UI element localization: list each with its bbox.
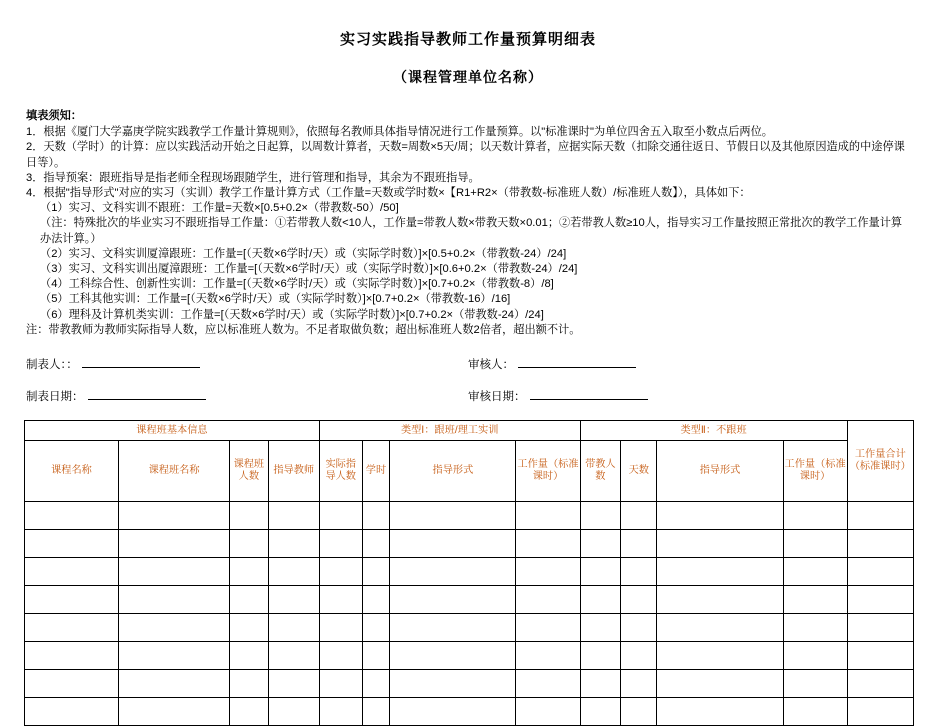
cell[interactable] xyxy=(25,670,119,698)
column-header-form-1: 指导形式 xyxy=(390,441,516,502)
cell[interactable] xyxy=(230,558,268,586)
instruction-line-2: 2．天数（学时）的计算：应以实践活动开始之日起算，以周数计算者，天数=周数×5天/周；以天数计算者，应据实际天数（扣除交通往返日、节假日以及其他原因造成的中途停课日等）。 xyxy=(26,141,905,169)
cell[interactable] xyxy=(783,698,847,726)
cell[interactable] xyxy=(25,698,119,726)
table-row[interactable] xyxy=(25,642,914,670)
instruction-line-10: （5）工科其他实训：工作量=[（天数×6学时/天）或（实际学时数）]×[0.7+0.2×（带教数-16）/16] xyxy=(40,293,511,306)
instruction-line-11: （6）理科及计算机类实训：工作量=[（天数×6学时/天）或（实际学时数）]×[0.7+0.2×（带教数-24）/24] xyxy=(40,308,544,321)
cell[interactable] xyxy=(268,586,319,614)
review-date-input-line[interactable] xyxy=(530,388,648,400)
cell[interactable] xyxy=(621,698,657,726)
cell[interactable] xyxy=(621,670,657,698)
cell[interactable] xyxy=(25,614,119,642)
cell[interactable] xyxy=(783,530,847,558)
cell[interactable] xyxy=(390,530,516,558)
prepare-date-field xyxy=(26,388,468,404)
cell[interactable] xyxy=(362,530,390,558)
cell[interactable] xyxy=(621,530,657,558)
page-subtitle: （课程管理单位名称） xyxy=(393,69,543,85)
cell[interactable] xyxy=(847,558,913,586)
group-header-basic: 课程班基本信息 xyxy=(25,421,320,441)
cell[interactable] xyxy=(25,502,119,530)
cell[interactable] xyxy=(319,670,362,698)
cell[interactable] xyxy=(319,642,362,670)
column-header-form-2: 指导形式 xyxy=(657,441,783,502)
prepare-date-label: 制表日期： xyxy=(26,391,84,404)
cell[interactable] xyxy=(847,530,913,558)
column-header-hours-1: 学时 xyxy=(362,441,390,502)
cell[interactable] xyxy=(268,558,319,586)
cell[interactable] xyxy=(390,642,516,670)
cell[interactable] xyxy=(516,530,580,558)
cell[interactable] xyxy=(847,586,913,614)
cell[interactable] xyxy=(362,642,390,670)
instructions-heading: 填表须知： xyxy=(26,110,82,122)
cell[interactable] xyxy=(783,642,847,670)
prepare-date-input-line[interactable] xyxy=(88,388,206,400)
cell[interactable] xyxy=(25,586,119,614)
cell[interactable] xyxy=(783,614,847,642)
cell[interactable] xyxy=(119,558,230,586)
cell[interactable] xyxy=(516,558,580,586)
cell[interactable] xyxy=(516,642,580,670)
cell[interactable] xyxy=(580,502,621,530)
cell[interactable] xyxy=(580,698,621,726)
cell[interactable] xyxy=(119,698,230,726)
cell[interactable] xyxy=(657,642,783,670)
cell[interactable] xyxy=(657,614,783,642)
cell[interactable] xyxy=(390,698,516,726)
cell[interactable] xyxy=(621,558,657,586)
cell[interactable] xyxy=(362,502,390,530)
cell[interactable] xyxy=(621,614,657,642)
group-header-type1: 类型Ⅰ：跟班/理工实训 xyxy=(319,421,580,441)
cell[interactable] xyxy=(390,502,516,530)
cell[interactable] xyxy=(390,670,516,698)
cell[interactable] xyxy=(621,586,657,614)
table-column-header-row xyxy=(25,441,914,502)
column-header-days-2: 天数 xyxy=(621,441,657,502)
instruction-line-8: （3）实习、文科实训出厦漳跟班：工作量=[（天数×6学时/天）或（实际学时数）]×[0.6+0.2×（带教数-24）/24] xyxy=(40,263,578,276)
column-header-course-name: 课程名称 xyxy=(25,441,119,502)
reviewer-field xyxy=(468,356,910,372)
cell[interactable] xyxy=(390,558,516,586)
cell[interactable] xyxy=(516,614,580,642)
cell[interactable] xyxy=(230,642,268,670)
cell[interactable] xyxy=(25,642,119,670)
cell[interactable] xyxy=(362,670,390,698)
workload-table xyxy=(24,420,914,726)
table-row[interactable] xyxy=(25,698,914,726)
instruction-line-9: （4）工科综合性、创新性实训：工作量=[（天数×6学时/天）或（实际学时数）]×[0.7+0.2×（带教数-8）/8] xyxy=(40,278,554,291)
cell[interactable] xyxy=(230,502,268,530)
cell[interactable] xyxy=(319,530,362,558)
preparer-input-line[interactable] xyxy=(82,356,200,368)
table-row[interactable] xyxy=(25,502,914,530)
column-header-total: 工作量合计（标准课时） xyxy=(847,421,913,502)
reviewer-input-line[interactable] xyxy=(518,356,636,368)
cell[interactable] xyxy=(657,558,783,586)
cell[interactable] xyxy=(657,502,783,530)
cell[interactable] xyxy=(119,642,230,670)
table-row[interactable] xyxy=(25,670,914,698)
cell[interactable] xyxy=(783,586,847,614)
cell[interactable] xyxy=(362,698,390,726)
cell[interactable] xyxy=(319,586,362,614)
cell[interactable] xyxy=(230,586,268,614)
cell[interactable] xyxy=(119,530,230,558)
table-row[interactable] xyxy=(25,614,914,642)
instruction-line-3: 3．指导预案：跟班指导是指老师全程现场跟随学生，进行管理和指导，其余为不跟班指导。 xyxy=(26,171,480,184)
cell[interactable] xyxy=(362,614,390,642)
column-header-actual-count-1: 实际指导人数 xyxy=(319,441,362,502)
cell[interactable] xyxy=(783,670,847,698)
cell[interactable] xyxy=(657,530,783,558)
instruction-line-5: （1）实习、文科实训不跟班：工作量=天数×[0.5+0.2×（带教数-50）/50] xyxy=(40,202,399,215)
cell[interactable] xyxy=(119,586,230,614)
page-title: 实习实践指导教师工作量预算明细表 xyxy=(339,31,596,48)
preparer-field xyxy=(26,356,468,372)
cell[interactable] xyxy=(362,586,390,614)
group-header-type2: 类型Ⅱ：不跟班 xyxy=(580,421,847,441)
cell[interactable] xyxy=(516,670,580,698)
cell[interactable] xyxy=(580,558,621,586)
cell[interactable] xyxy=(119,502,230,530)
column-header-taught-count-2: 带教人数 xyxy=(580,441,621,502)
instruction-line-4: 4．根据"指导形式"对应的实习（实训）教学工作量计算方式（工作量=天数或学时数×【R1+R2×（带教数-标准班人数）/标准班人数】），具体如下： xyxy=(26,187,751,200)
cell[interactable] xyxy=(268,642,319,670)
table-row[interactable] xyxy=(25,558,914,586)
cell[interactable] xyxy=(390,614,516,642)
cell[interactable] xyxy=(580,530,621,558)
cell[interactable] xyxy=(362,558,390,586)
signature-row-names xyxy=(26,356,910,372)
instruction-line-1: 1．根据《厦门大学嘉庚学院实践教学工作量计算规则》，依照每名教师具体指导情况进行工作量预算。以"标准课时"为单位四舍五入取至小数点后两位。 xyxy=(26,126,773,139)
cell[interactable] xyxy=(580,586,621,614)
column-header-workload-2: 工作量（标准课时） xyxy=(783,441,847,502)
cell[interactable] xyxy=(516,586,580,614)
cell[interactable] xyxy=(230,670,268,698)
cell[interactable] xyxy=(657,698,783,726)
cell[interactable] xyxy=(119,670,230,698)
cell[interactable] xyxy=(25,530,119,558)
cell[interactable] xyxy=(580,614,621,642)
cell[interactable] xyxy=(516,698,580,726)
cell[interactable] xyxy=(268,698,319,726)
review-date-label: 审核日期： xyxy=(468,391,526,404)
cell[interactable] xyxy=(268,530,319,558)
cell[interactable] xyxy=(25,558,119,586)
cell[interactable] xyxy=(847,502,913,530)
cell[interactable] xyxy=(783,558,847,586)
instruction-line-7: （2）实习、文科实训厦漳跟班：工作量=[（天数×6学时/天）或（实际学时数）]×[0.5+0.2×（带教数-24）/24] xyxy=(40,247,567,260)
signature-row-dates xyxy=(26,388,910,404)
cell[interactable] xyxy=(319,698,362,726)
cell[interactable] xyxy=(390,586,516,614)
cell[interactable] xyxy=(847,614,913,642)
cell[interactable] xyxy=(621,642,657,670)
cell[interactable] xyxy=(319,614,362,642)
cell[interactable] xyxy=(657,670,783,698)
cell[interactable] xyxy=(657,586,783,614)
column-header-workload-1: 工作量（标准课时） xyxy=(516,441,580,502)
instruction-line-12: 注：带教教师为教师实际指导人数，应以标准班人数为。不足者取做负数；超出标准班人数2倍者，超出额不计。 xyxy=(26,323,581,336)
cell[interactable] xyxy=(230,530,268,558)
instructions-block xyxy=(26,109,910,338)
cell[interactable] xyxy=(268,614,319,642)
cell[interactable] xyxy=(580,642,621,670)
column-header-class-name: 课程班名称 xyxy=(119,441,230,502)
signature-block xyxy=(26,356,910,404)
cell[interactable] xyxy=(621,502,657,530)
cell[interactable] xyxy=(230,614,268,642)
table-row[interactable] xyxy=(25,586,914,614)
cell[interactable] xyxy=(268,502,319,530)
cell[interactable] xyxy=(119,614,230,642)
cell[interactable] xyxy=(516,502,580,530)
cell[interactable] xyxy=(319,502,362,530)
column-header-teacher: 指导教师 xyxy=(268,441,319,502)
cell[interactable] xyxy=(268,670,319,698)
cell[interactable] xyxy=(230,698,268,726)
table-row[interactable] xyxy=(25,530,914,558)
document-page xyxy=(0,28,936,690)
cell[interactable] xyxy=(847,698,913,726)
column-header-class-size: 课程班人数 xyxy=(230,441,268,502)
cell[interactable] xyxy=(847,642,913,670)
review-date-field xyxy=(468,388,910,404)
table-group-header-row xyxy=(25,421,914,441)
cell[interactable] xyxy=(783,502,847,530)
reviewer-label: 审核人： xyxy=(468,359,514,372)
cell[interactable] xyxy=(580,670,621,698)
preparer-label: 制表人：： xyxy=(26,359,78,372)
cell[interactable] xyxy=(319,558,362,586)
cell[interactable] xyxy=(847,670,913,698)
instruction-line-6: （注：特殊批次的毕业实习不跟班指导工作量：①若带教人数<10人，工作量=带教人数×带教天数×0.01；②若带教人数≥10人，指导实习工作量按照正常批次的教学工作量计算办法计算。） xyxy=(40,217,903,245)
